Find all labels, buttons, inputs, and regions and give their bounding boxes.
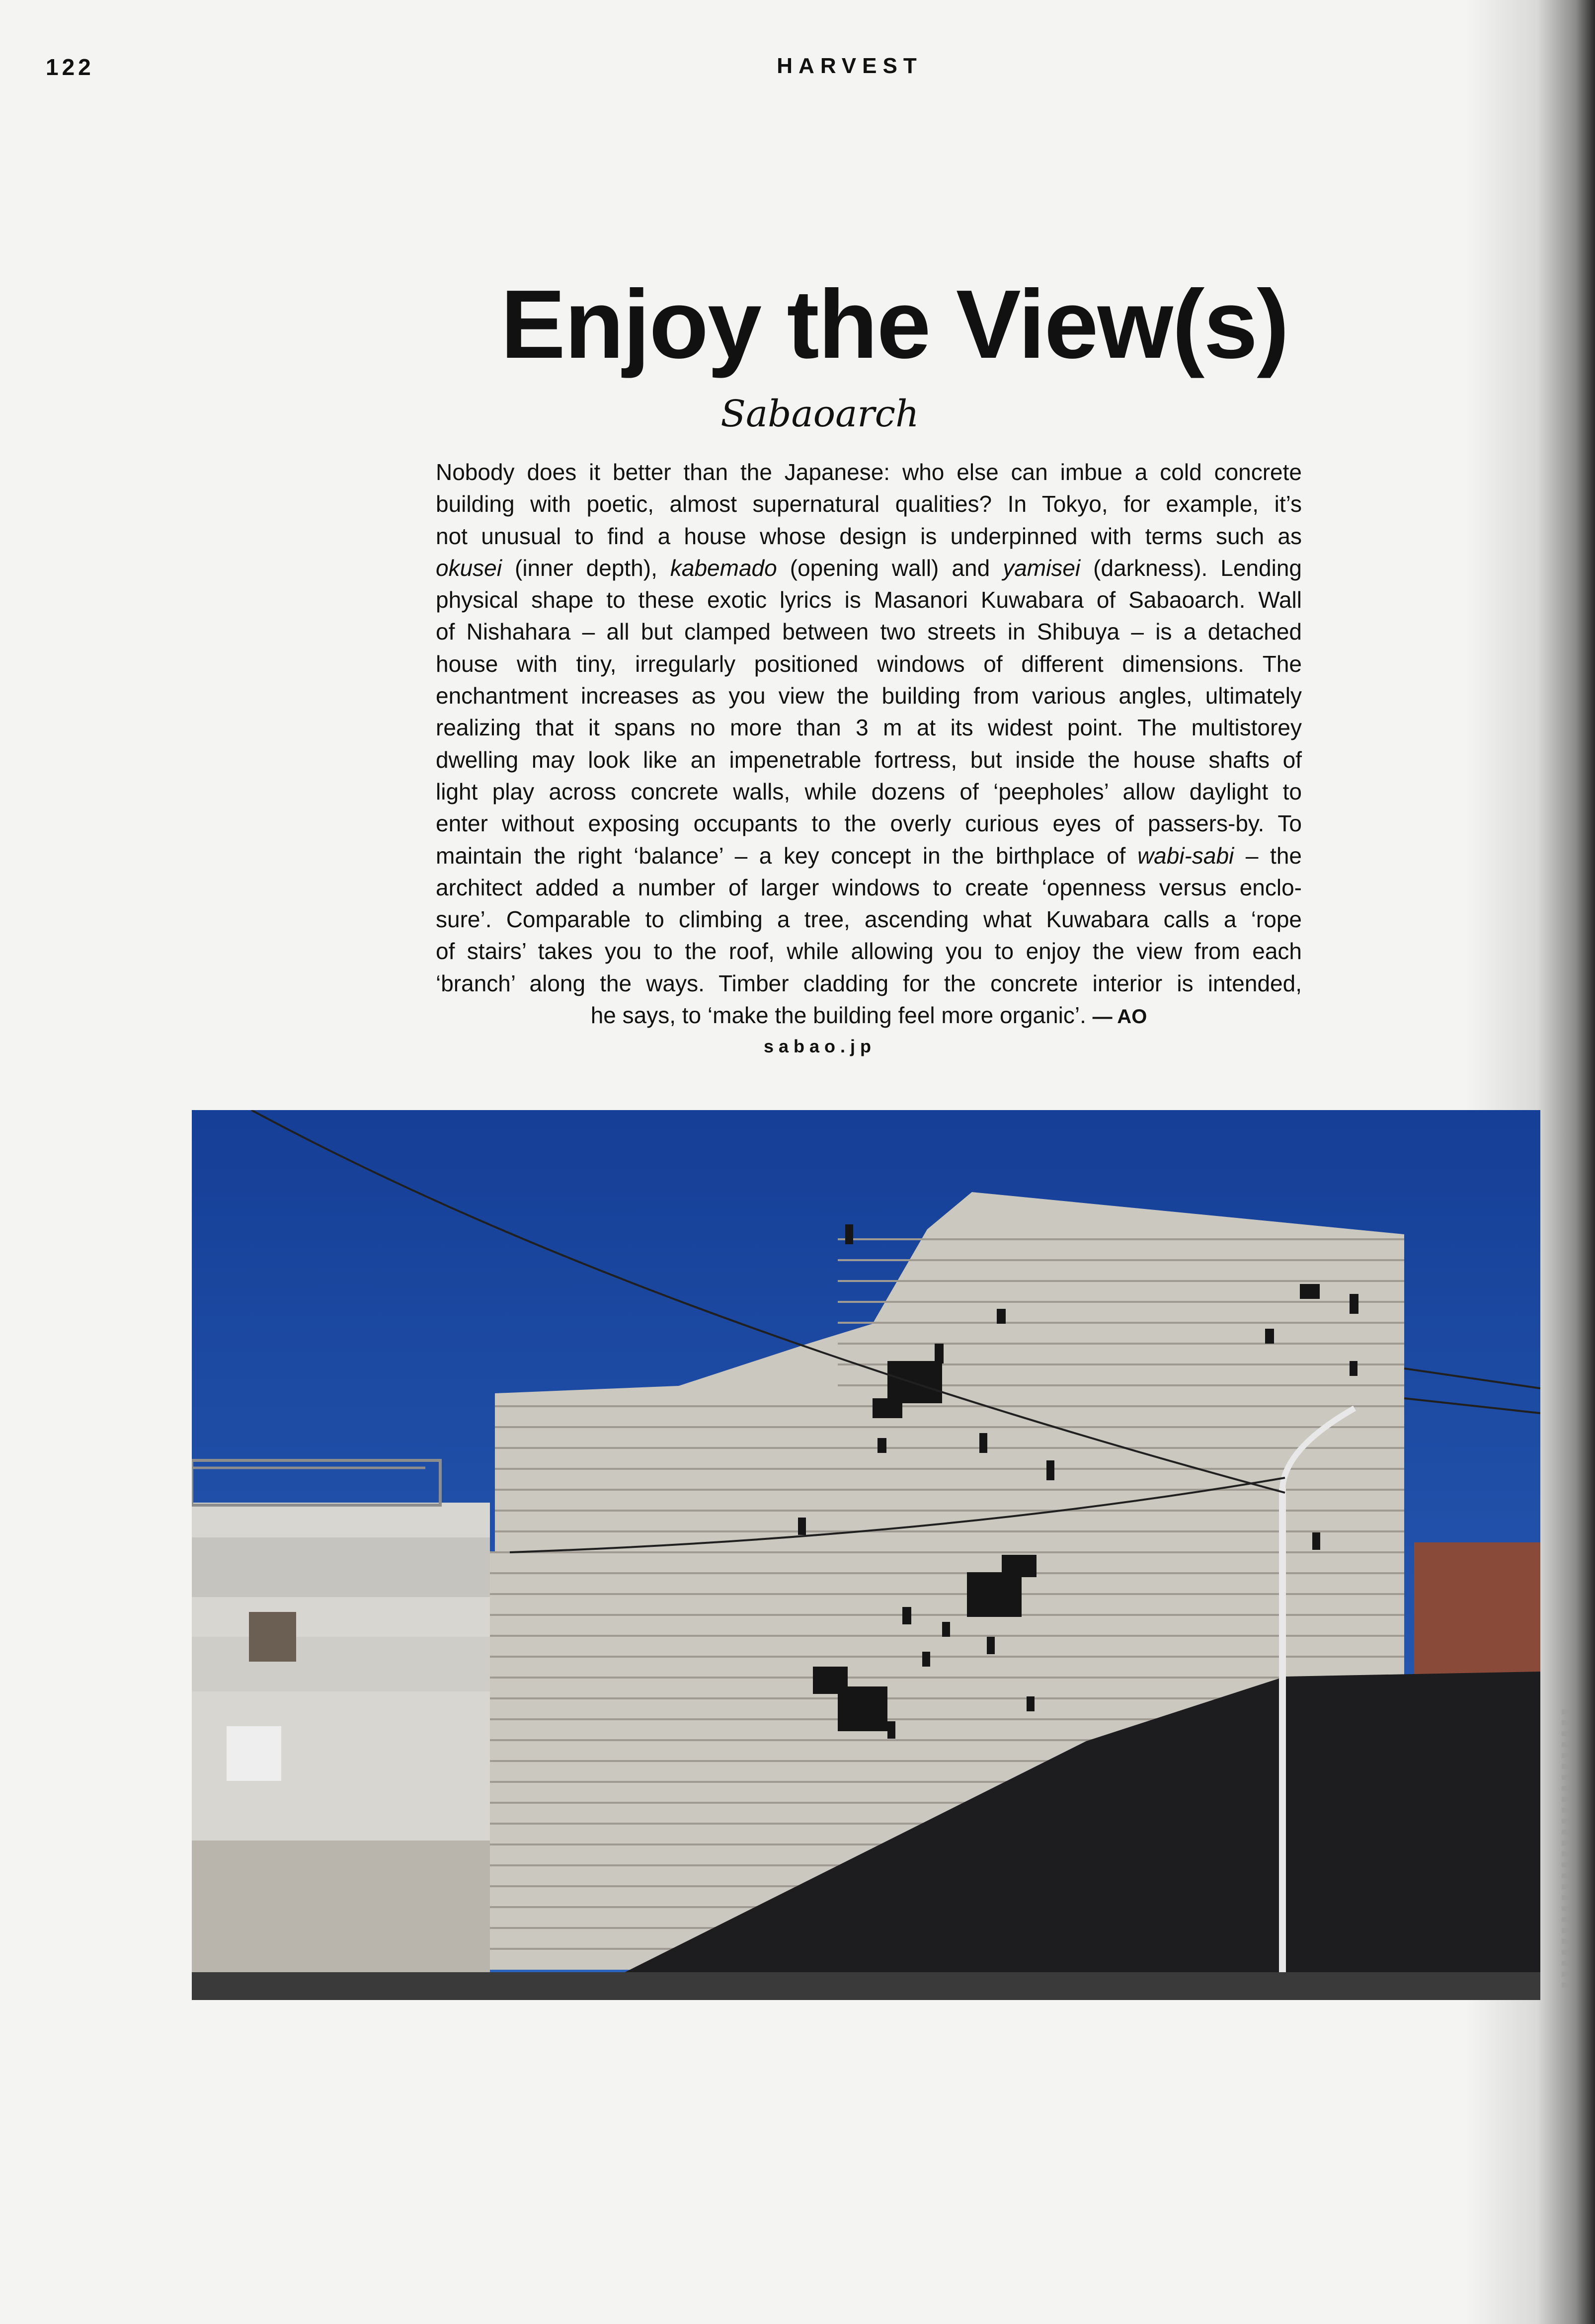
italic-term: kabemado <box>670 555 777 581</box>
body-line <box>436 584 1302 616</box>
article-byline: Sabaoarch <box>720 393 919 435</box>
body-text-run: physical shape to these exotic lyrics is Masanori Kuwabara of Sabaoarch. Wall <box>436 587 1302 613</box>
body-text-run: maintain the right ‘balance’ – a key concept in the birthplace of <box>436 842 1137 869</box>
street <box>192 1972 1540 2000</box>
body-text-run: realizing that it spans no more than 3 m at its widest point. The multistorey <box>436 715 1302 741</box>
body-text-run: dwelling may look like an impenetrable fortress, but inside the house shafts of <box>436 746 1302 773</box>
body-line <box>436 967 1302 999</box>
section-header: HARVEST <box>777 54 923 78</box>
body-line <box>436 840 1302 872</box>
body-text-run: of stairs’ takes you to the roof, while allowing you to enjoy the view from each <box>436 938 1302 964</box>
body-text-run: he says, to ‘make the building feel more organic’. <box>590 1002 1093 1029</box>
body-line <box>436 935 1302 967</box>
body-line <box>436 807 1302 839</box>
body-line <box>436 520 1302 552</box>
body-line <box>436 744 1302 776</box>
body-line <box>436 648 1302 680</box>
author-credit: — AO <box>1092 1006 1147 1028</box>
body-text-run: (darkness). Lending <box>1080 555 1302 581</box>
spine-edge-marks <box>1562 1709 1569 1988</box>
body-text-run: – the <box>1234 842 1302 869</box>
body-line <box>436 616 1302 647</box>
body-text-run: ‘branch’ along the ways. Timber cladding for the concrete interior is intended, <box>436 970 1302 996</box>
page-number: 122 <box>46 54 94 80</box>
italic-term: okusei <box>436 555 502 581</box>
body-text-run: (inner depth), <box>501 555 670 581</box>
body-text-run: building with poetic, almost supernatural qualities? In Tokyo, for example, it’s <box>436 491 1302 517</box>
body-line <box>436 872 1302 903</box>
article-title: Enjoy the View(s) <box>500 270 1288 379</box>
body-line <box>436 712 1302 743</box>
body-text-run: of Nishahara – all but clamped between two streets in Shibuya – is a detached <box>436 619 1302 645</box>
neighbour-building <box>192 1460 490 1980</box>
body-text-run: (opening wall) and <box>777 555 1003 581</box>
body-text-run: house with tiny, irregularly positioned windows of different dimensions. The <box>436 650 1302 677</box>
body-text-run: light play across concrete walls, while dozens of ‘peepholes’ allow daylight to <box>436 778 1302 804</box>
italic-term: wabi-sabi <box>1137 842 1234 869</box>
body-line <box>436 552 1302 584</box>
body-text-run: architect added a number of larger windows to create ‘openness versus enclo- <box>436 874 1302 900</box>
article-body <box>436 456 1302 1033</box>
article-url: sabao.jp <box>763 1036 877 1056</box>
body-line <box>436 456 1302 488</box>
building-photo <box>192 1110 1540 2000</box>
body-text-run: sure’. Comparable to climbing a tree, ascending what Kuwabara calls a ‘rope <box>436 906 1302 933</box>
body-text-run: Nobody does it better than the Japanese: who else can imbue a cold concrete <box>436 459 1302 485</box>
body-line <box>436 776 1302 807</box>
body-line <box>436 903 1302 935</box>
body-text-run: enchantment increases as you view the building from various angles, ultimately <box>436 683 1302 709</box>
body-line <box>436 488 1302 520</box>
body-text-run: not unusual to find a house whose design is underpinned with terms such as <box>436 523 1302 549</box>
body-line <box>436 680 1302 712</box>
italic-term: yamisei <box>1003 555 1081 581</box>
body-text-run: enter without exposing occupants to the overly curious eyes of passers-by. To <box>436 810 1302 837</box>
body-line <box>436 999 1302 1033</box>
